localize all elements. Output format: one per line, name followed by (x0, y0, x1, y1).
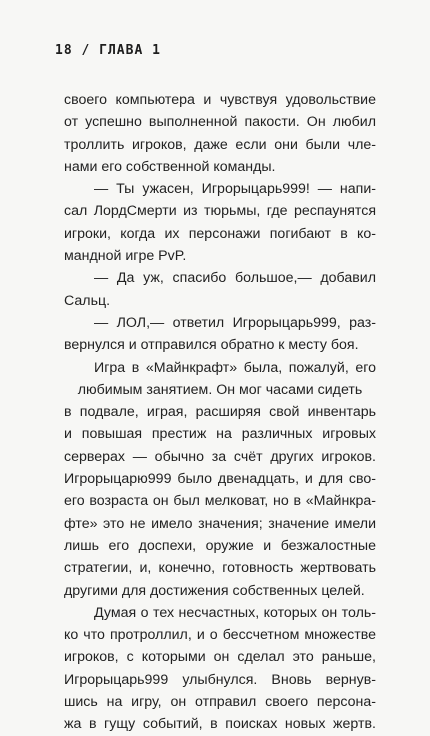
running-head (55, 43, 161, 58)
text-line: жа в гущу событий, в поисках новых жертв. (64, 716, 376, 733)
text-line: лишь его доспехи, оружие и безжалостные (64, 537, 376, 554)
text-line: троллить игроков, даже если они были чле- (64, 136, 376, 153)
text-line: в подвале, играя, расширяя свой инвентарь (64, 404, 376, 421)
text-line: любимым занятием. Он мог часами сидеть (77, 381, 363, 398)
text-line: его возраста он был мелковат, но в «Майнкра- (64, 493, 376, 510)
text-line: серверах — обычно за счёт других игроков. (64, 448, 376, 465)
text-line: мандной игре PvP. (64, 248, 187, 265)
page-number: 18 (55, 43, 73, 58)
text-line: — Ты ужасен, Игрорыцарь999! — напи- (94, 181, 376, 198)
chapter-title: ГЛАВА 1 (99, 43, 161, 58)
text-line: — Да уж, спасибо большое,— добавил (94, 270, 376, 287)
text-line: вернулся и отправился обратно к месту боя. (64, 337, 359, 354)
text-line: нами его собственной команды. (64, 158, 276, 175)
text-line: Думая о тех несчастных, которых он толь- (94, 604, 376, 621)
text-line: сал ЛордСмерти из тюрьмы, где респаунятся (64, 203, 376, 220)
text-line: другими для достижения собственных целей. (64, 582, 365, 599)
text-line: Сальц. (64, 292, 111, 309)
text-line: стратегии, и, конечно, готовность жертвовать (64, 560, 376, 577)
text-line: Игра в «Майнкрафт» была, пожалуй, его (94, 359, 376, 376)
body-text (64, 89, 376, 736)
text-line: Игрорыцарь999 улыбнулся. Вновь вернув- (64, 671, 376, 688)
header-separator: / (81, 43, 91, 58)
text-line: ко что протроллил, и о бессчетном множестве (64, 627, 376, 644)
text-line: от успешно выполненной пакости. Он любил (64, 114, 376, 131)
text-line: — ЛОЛ,— ответил Игрорыцарь999, раз- (94, 314, 376, 331)
text-line: шись на игру, он отправил своего персона- (64, 694, 376, 711)
text-line: игроков, с которыми он сделал это раньше, (64, 649, 376, 666)
text-line: Игрорыцарю999 было двенадцать, и для сво- (64, 471, 376, 488)
text-line: фте» это не имело значения; значение имели (64, 515, 376, 532)
text-line: своего компьютера и чувствуя удовольствие (64, 92, 376, 108)
text-line: игроки, когда их персонажи погибают в ко- (64, 225, 376, 242)
text-line: и повышая престиж на различных игровых (64, 426, 376, 443)
